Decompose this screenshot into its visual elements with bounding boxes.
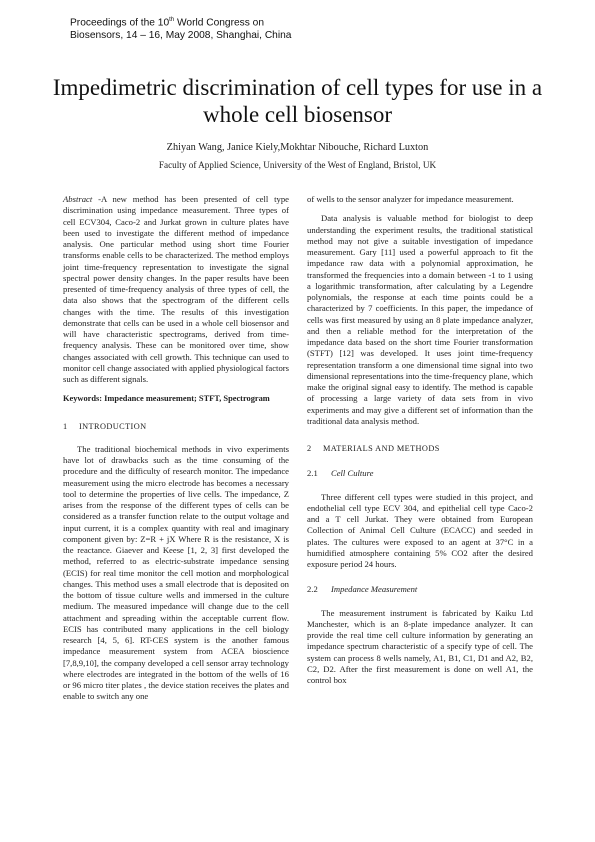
abstract xyxy=(63,194,289,385)
subsection-heading-cell-culture: 2.1 Cell Culture xyxy=(307,468,374,479)
abstract-text: -A new method has been presented of cell type discrimination using impedance measurement. Three types of cell ECV304, Caco-2 and Jurkat grown in culture plates have been used to investigate the different method of impedance analysis. One particular method using short time Fourier transforms enable cells to be characterized. The method employs joint time-frequency representation to investigate the signal spectral power density changes. In the paper results have been presented of time-frequency analysis of three types of cell, the data also shows that the spectrogram of the different cells changes with the time. The results of this investigation demonstrate that cells can be used in a whole cell biosensor and will have characteristic spectrograms, derived from time-frequency analysis. These can be monitored over time, show changes associated with cell growth. This technique can used to monitor cell change associated with applied physiological factors such as different signals. xyxy=(63,194,289,384)
paper-title: Impedimetric discrimination of cell types for use in a whole cell biosensor xyxy=(52,75,543,127)
affiliation: Faculty of Applied Science, University of the West of England, Bristol, UK xyxy=(158,160,437,170)
subsection-heading-impedance-measurement: 2.2 Impedance Measurement xyxy=(307,584,418,595)
section-heading-materials-methods: 2 MATERIALS AND METHODS xyxy=(307,444,440,453)
header-line-2: Biosensors, 14 – 16, May 2008, Shanghai, China xyxy=(70,29,292,41)
impedance-measurement-paragraph: The measurement instrument is fabricated by Kaiku Ltd Manchester, which is an 8-plate impedance analyzer. It can provide the real time cell culture information by generating an impedance spectrum characteristic of a specify type of cell. The system can process 8 wells namely, A1, B1, C1, D1 and A2, B2, C2, D2. After the first measurement is done on well A1, the control box xyxy=(307,607,533,685)
right-column xyxy=(307,194,533,686)
abstract-label: Abstract xyxy=(63,194,93,204)
header-line-1: Proceedings of the 10th World Congress on xyxy=(70,17,264,29)
keywords: Keywords: Impedance measurement; STFT, Spectrogram xyxy=(63,394,270,404)
proceedings-header xyxy=(70,14,291,42)
section-heading-introduction: 1 INTRODUCTION xyxy=(63,421,147,431)
intro-paragraph-1-continued: of wells to the sensor analyzer for impedance measurement. xyxy=(307,194,514,204)
cell-culture-paragraph: Three different cell types were studied in this project, and endothelial cell type ECV 304, and epithelial cell type Caco-2 and a T cell Jurkat. They were obtained from European Collection of Animal Cell Culture (ECACC) and seeded in plates. The cultures were exposed to an agent at 37°C in a humidified atmosphere containing 5% CO2 after the desired exposure period 24 hours. xyxy=(307,491,533,569)
intro-paragraph-1: The traditional biochemical methods in vivo experiments have lot of drawbacks such as the time consuming of the procedure and the difficulty of research monitor. The impedance measurement using the micro electrode has becomes a necessary tool to determine the properties of live cells. The impedance, Z arises from the response of the different types of cells can be considered as a transfer function relate to the output voltage and input current, it is a complex quantity with real and imaginary component given by: Z=R + jX Where R is the resistance, X is the reactance. Giaever and Keese [1, 2, 3] first developed the method, referred to as electric-substrate impedance sensing (ECIS) for real time monitor the cell motion and morphological changes. This method uses a small electrode that is deposited on the bottom of tissue culture wells and immersed in the culture medium. The measured impedance will change due to the cell attachment and spreading within the acceptable current flow. ECIS has contributed many applications in the cell biology research [4, 5, 6]. RT-CES system is the another famous impedance measurement system from ACEA bioscience [7,8,9,10], the company developed a cell sensor array technology where electrodes are integrated in the bottom of the wells of 16 or 96 micro titer plates , the device station receives the plates and enable to switch any one xyxy=(63,443,289,702)
authors: Zhiyan Wang, Janice Kiely,Mokhtar Nibouche, Richard Luxton xyxy=(166,142,429,153)
intro-paragraph-2: Data analysis is valuable method for biologist to deep understanding the experiment results, the traditional statistical method may not give a suitable investigation of impedance measurement. Gary [11] used a powerful approach to fit the impedance raw data with a polynomial approximation, he transformed the frequencies into a domain between -1 to 1 using a logarithmic transformation, after calculating by a Legendre polynomials, the response at each time points could be a characterized by 7 coefficients. In this paper, the impedance of cells was first measured by using an 8 plate impedance analyzer, and then a reliable method for the interpretation of the impedance data based on the short time Fourier transformation (STFT) [12] was developed. It uses joint time-frequency representation transform a one dimensional time signal into two dimensional representations into the time-frequency plane, which make the original signal easy to identify. The method is capable of processing a large variety of data sets from in vivo experiments and may give a different set of information than the traditional data analysis method. xyxy=(307,213,533,426)
left-column xyxy=(63,194,289,703)
